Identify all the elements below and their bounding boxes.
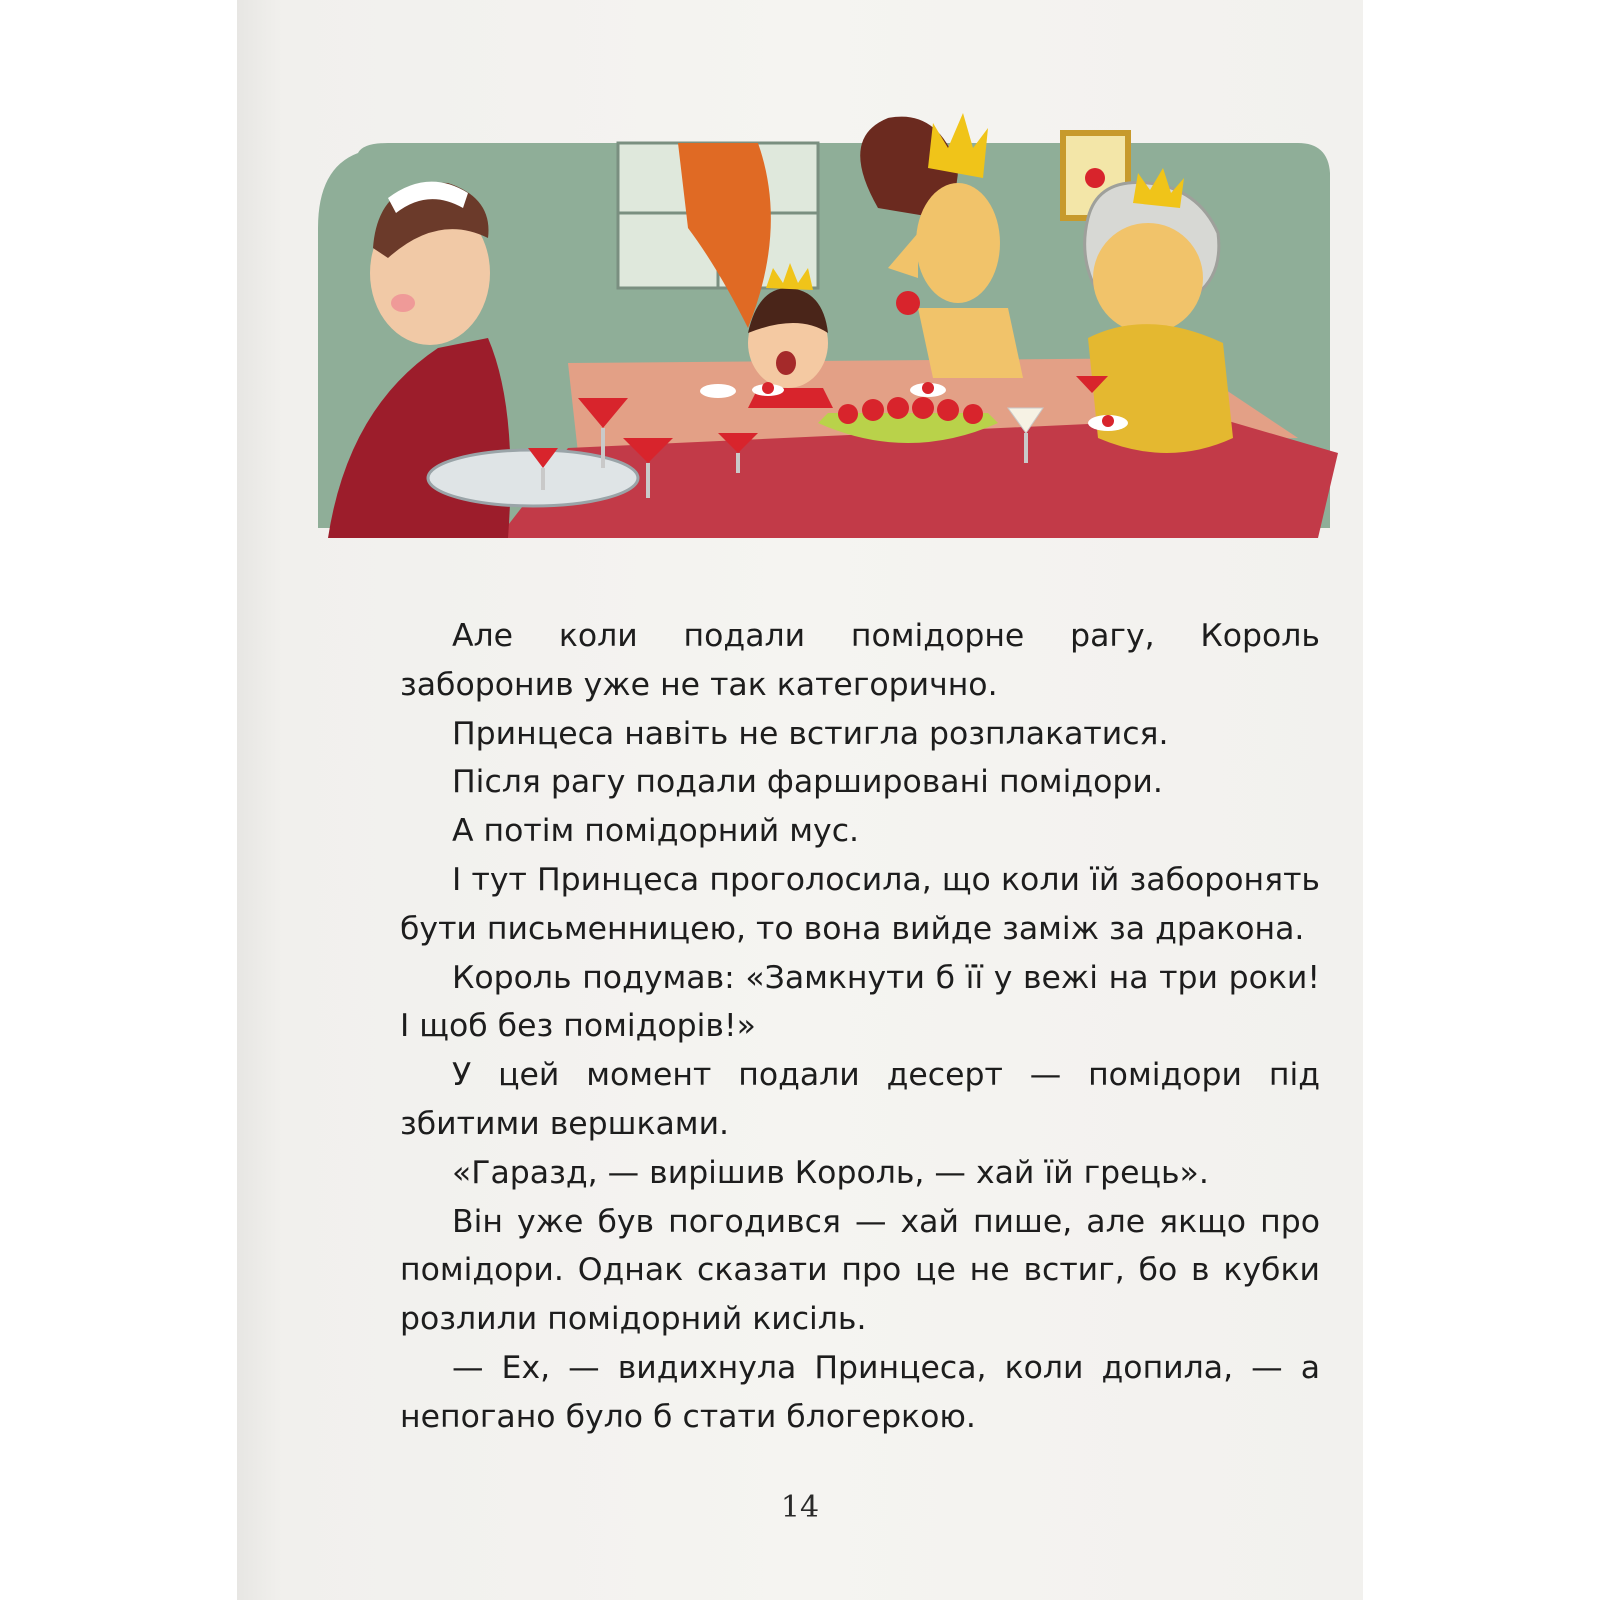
queen-face: [1093, 223, 1203, 333]
paragraph: Після рагу подали фаршировані помідори.: [452, 764, 1163, 801]
paragraph: І тут Принцеса проголосила, що коли їй заборонять бути письменницею, то вона вийде заміж за дракона.: [400, 861, 1320, 947]
paragraph: — Ех, — видихнула Принцеса, коли допила, — а непогано було б стати блогеркою.: [400, 1349, 1320, 1435]
dinner-illustration: [318, 108, 1353, 558]
paragraph: Він уже був погодився — хай пише, але якщо про помідори. Однак сказати про це не встиг, бо в кубки розлили помідорний кисіль.: [400, 1203, 1320, 1338]
paragraph: Король подумав: «Замкнути б її у вежі на три роки! І щоб без помідорів!»: [400, 959, 1320, 1045]
king-crown: [928, 113, 988, 178]
paragraph: «Гаразд, — вирішив Король, — хай їй грець».: [452, 1154, 1209, 1191]
story-text: [400, 612, 1320, 1442]
tomato-on-fork: [896, 291, 920, 315]
paragraph: Принцеса навіть не встигла розплакатися.: [452, 715, 1169, 752]
king-body: [918, 308, 1023, 378]
paragraph: А потім помідорний мус.: [452, 813, 860, 850]
page-number: 14: [780, 1490, 820, 1525]
paragraph: Але коли подали помідорне рагу, Король заборонив уже не так категорично.: [400, 618, 1320, 703]
tray: [428, 450, 638, 506]
queen-body: [1088, 324, 1233, 453]
paragraph: У цей момент подали десерт — помідори під збитими вершками.: [400, 1057, 1320, 1142]
king-face: [916, 183, 1000, 303]
